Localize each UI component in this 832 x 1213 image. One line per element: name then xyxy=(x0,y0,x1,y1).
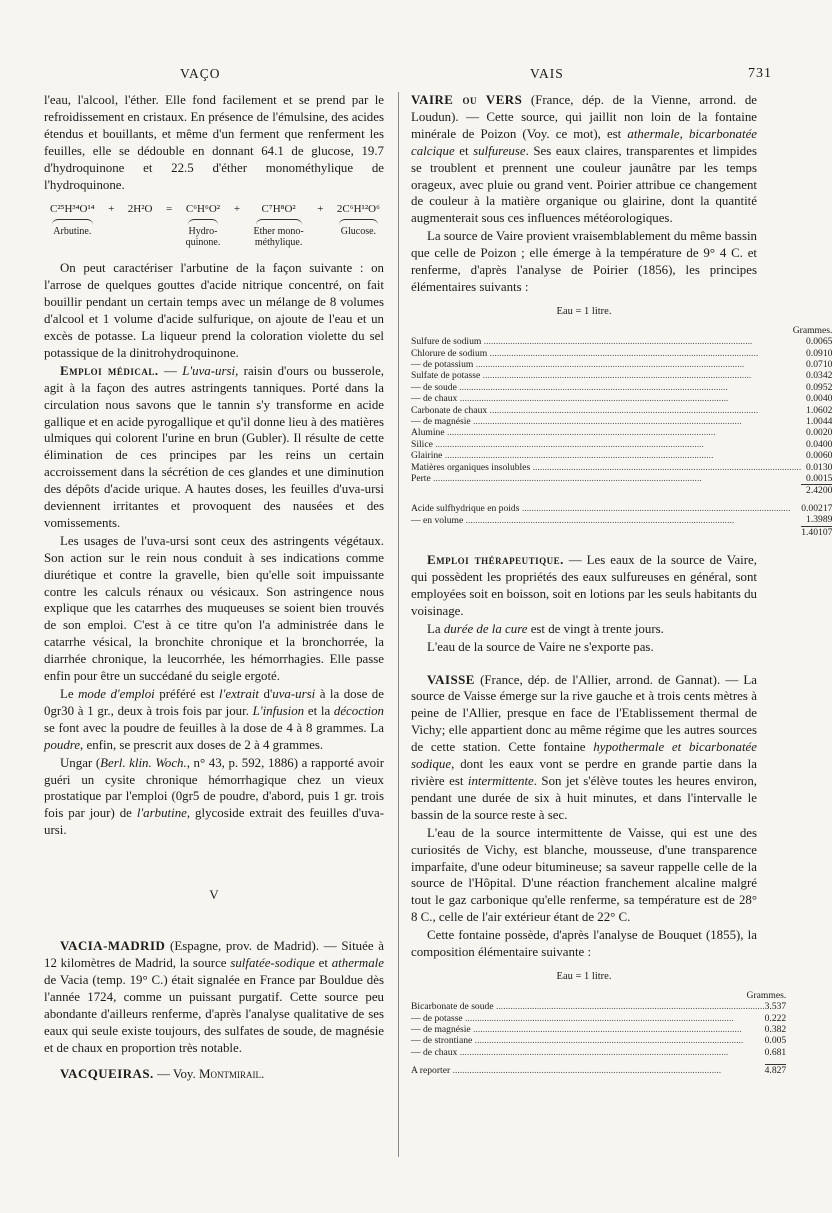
arbutine-test-paragraph: On peut caractériser l'arbutine de la façon suivante : on l'arrose de quelques gouttes d'acide nitrique concentré, on fait bouillir pendant un certain temps avec un mélange de 8 volumes d'alcool et 1 volume d'acide sulfurique, on ajoute de l'eau et un excès de potasse. La liqueur prend la coloration violette du sel potassique de la dinitrohydroquinone. xyxy=(44,261,384,360)
section-heading: Emploi médical. xyxy=(60,363,159,378)
constituent-name: — de soude ..... xyxy=(411,382,801,393)
constituent-name: — de potasse ..... xyxy=(411,1013,765,1024)
table-row xyxy=(411,359,832,370)
text-run: , glycoside extrait des feuilles d'uva-ursi. xyxy=(44,806,384,838)
constituent-value: 1.3989 xyxy=(806,514,832,526)
constituent-value: 0.0130 xyxy=(806,461,832,473)
constituent-name: — de chaux ..... xyxy=(411,393,801,404)
vaire-source-paragraph: La source de Vaire provient vraisemblablement du même bassin que celle de Poizon ; elle émerge à la température de 9° 4 C. et renferme, d'après l'analyse de Poirier (1856), les principes élémentaires suivants : xyxy=(411,229,757,294)
italic-text: Berl. klin. Woch. xyxy=(100,755,187,770)
constituent-name: A reporter ..... xyxy=(411,1065,765,1077)
table-row xyxy=(411,462,832,473)
table-row xyxy=(411,1013,786,1024)
table-row xyxy=(411,393,832,404)
constituent-name: Silice ..... xyxy=(411,439,801,450)
text-run: (Espagne, prov. de Madrid). — Située à 12 kilomètres de Madrid, la source xyxy=(44,939,384,970)
section-heading: Emploi thérapeutique. xyxy=(427,553,564,568)
constituent-name: Bicarbonate de soude ..... xyxy=(411,1001,765,1012)
table-row xyxy=(411,405,832,416)
vaisse-description-paragraph: L'eau de la source intermittente de Vaisse, qui est une des curiosités de Vichy, est blanche, mousseuse, d'une transparence imparfaite, d'une odeur bitumineuse; sa saveur rappelle celle de la source de l'Hôpital. D'une réaction franchement alcaline malgré tout le gaz carbonique qu'elle renferme, sa température est de 28° 8 C., celle de l'air extérieur étant de 22° C. xyxy=(411,825,757,925)
constituent-name: — de magnésie ..... xyxy=(411,1024,765,1035)
italic-text: uva-ursi xyxy=(272,687,316,701)
section-letter: V xyxy=(209,887,219,903)
italic-text: durée de la cure xyxy=(443,621,528,636)
text-run: Le xyxy=(60,687,79,701)
equation-operator xyxy=(234,201,240,218)
equation-term xyxy=(254,201,304,248)
text-run: de Vacia (temp. 19° C.) était signalée en France par Bouldue dès l'année 1724, comme un puissant purgatif. Cette source peu abondante d'ailleurs renferme, d'après l'analyse qualitative de ses eaux qui seule existe toujours, des sulfates de soude, de magnésie et de chaux en proportion très notable. xyxy=(44,972,384,1055)
constituent-value: 0.0342 xyxy=(806,370,832,382)
italic-text: décoction xyxy=(333,703,384,718)
entry-heading: VAISSE xyxy=(427,672,475,687)
constituent-name xyxy=(411,526,801,538)
emploi-therapeutique-paragraph: Emploi thérapeutique. — Les eaux de la source de Vaire, qui possèdent les propriétés des eaux sulfureuses en général, sont employées soit en boisson, soit en lotions par les seuls habitants du voisinage. xyxy=(411,553,757,618)
constituent-name: Perte ..... xyxy=(411,473,801,485)
equation-term xyxy=(186,201,221,248)
table-header-row xyxy=(411,325,832,336)
equation-operator xyxy=(166,201,172,218)
constituent-value: 0.0910 xyxy=(806,347,832,359)
text-run: (France, dép. de l'Allier, arrond. de Gannat). — La source de Vaisse émerge sur la rive gauche et à trois cents mètres à peine de l'Allier, presque en face de l'Etablissement thermal de Vichy; elle appartient donc au même régime que les autres sources de cette station. Cette fontaine xyxy=(411,672,757,755)
italic-text: mode d'emploi xyxy=(78,687,155,701)
text-run: se font avec la poudre de feuilles à la dose de 4 à 8 grammes. La xyxy=(44,720,384,735)
constituent-value: 0.005 xyxy=(764,1035,787,1047)
table-caption: Eau = 1 litre. xyxy=(556,970,612,982)
text-run: . Son jet s'élève toutes les heures environ, pendant une durée de six à huit minutes, et dans l'intervalle le bassin de la source reste à sec. xyxy=(411,773,757,822)
table-row xyxy=(411,1001,786,1012)
brace-mark xyxy=(188,219,219,225)
italic-text: intermittente xyxy=(467,773,534,788)
constituent-value: 1.0044 xyxy=(806,416,832,428)
constituent-name: Carbonate de chaux ..... xyxy=(411,405,801,416)
table-row xyxy=(411,514,832,526)
formula-term: C²⁵H³⁴O¹⁴ xyxy=(50,203,95,216)
usages-paragraph: Les usages de l'uva-ursi sont ceux des astringents végétaux. Son action sur le rein nous conduit à ses indications comme diurétique et contre la gravelle, bien qu'elle soit impuissante contre les calculs rénaux ou vésicaux. Son astringence nous explique que les catarrhes des muqueuses se soient bien trouvés de son emploi. C'est à ce titre qu'on l'a administrée dans le catarrhe vésical, la bronchite chronique et la bronchorrée, la diarrhée chronique, la leucorrhée, les hémorrhagies. Elle passe enfin pour être un succédané du seigle ergoté. xyxy=(44,533,384,684)
compound-label: Hydro- quinone. xyxy=(185,226,221,249)
formula-term: 2H²O xyxy=(127,203,153,216)
text-run: d' xyxy=(259,687,273,701)
mode-emploi-paragraph xyxy=(44,686,384,754)
emploi-medical-paragraph: Emploi médical. — L'uva-ursi, raisin d'ours ou busserole, agit à la façon des autres astringents tanniques. Porté dans la circulation nous savons que le tannin s'y transforme en acide gallique et en acide pyrogallique et qu'il donne lieu à des matières ulmiques qui colorent l'urine en brun (Gubler). Il résulte de cette élimination de ces principes par les reins un certain accroissement dans la sécrétion de ces glandes et une diminution des dépôts d'acide urique. A hautes doses, les feuilles d'uva-ursi deviennent irritantes et provoquent des nausées et des vomissements. xyxy=(44,363,385,530)
formula-term: + xyxy=(233,203,241,216)
constituent-name: Matières organiques insolubles ..... xyxy=(411,462,801,473)
vacia-madrid-entry xyxy=(44,938,384,1056)
constituent-name: — de potassium ..... xyxy=(411,359,801,370)
italic-text: sulfatée-sodique xyxy=(230,955,315,970)
text-run: , n° 43, p. 592, 1886) a rapporté avoir guéri un cysite chronique hémorrhagique chez un vieux prostatique par l'emploi (0gr5 de poudre, d'abord, puis 1 gr. trois fois par jour) de xyxy=(44,755,385,821)
constituent-value: 0.0710 xyxy=(806,359,832,370)
constituent-value: 0.0952 xyxy=(806,381,832,393)
constituent-name: Glairine ..... xyxy=(411,450,801,461)
chemical-equation xyxy=(50,201,380,248)
italic-text: L'infusion xyxy=(252,703,305,718)
unit-header: Grammes. xyxy=(792,324,832,336)
formula-term: + xyxy=(317,203,324,216)
constituent-name: — de chaux ..... xyxy=(411,1047,765,1058)
text-run: La xyxy=(427,621,444,636)
vaisse-analysis-intro: Cette fontaine possède, d'après l'analyse de Bouquet (1855), la composition élémentaire suivante : xyxy=(411,928,757,960)
entry-heading: VACIA-MADRID xyxy=(60,939,166,954)
formula-term: + xyxy=(108,203,115,216)
table-row xyxy=(411,1035,786,1046)
constituent-value: 0.0065 xyxy=(806,336,832,348)
constituent-value: 0.0400 xyxy=(806,438,832,450)
constituent-name xyxy=(411,485,801,497)
constituent-name: — de strontiane ..... xyxy=(411,1035,765,1046)
column-divider xyxy=(398,92,399,1157)
running-head-left: VAÇO xyxy=(180,66,221,81)
text-run: Ungar ( xyxy=(60,755,101,770)
text-run: à la dose de 0gr30 à 1 gr., deux à trois fois par jour. xyxy=(44,687,384,718)
constituent-value: 0.0015 xyxy=(806,473,832,485)
compound-label: Arbutine. xyxy=(53,226,92,238)
constituent-value: 2.4200 xyxy=(801,485,832,497)
vaisse-analysis-table xyxy=(411,990,786,1077)
equation-operator xyxy=(128,201,153,218)
text-run: . Ses eaux claires, transparentes et limpides se troublent et prennent une couleur jaunâtre par les temps orageux, avec pluie ou grand vent. Poirier attribue ce changement de couleur à la matière organique ou glairine, dont la quantité augmenterait sous ces influences météorologiques. xyxy=(411,143,757,226)
page-number: 731 xyxy=(748,66,772,81)
running-head-center: VAIS xyxy=(530,66,564,81)
brace-mark xyxy=(52,219,93,225)
duree-cure-paragraph xyxy=(411,621,757,638)
constituent-value: 0.0060 xyxy=(806,450,832,462)
formula-term: C⁷H⁸O² xyxy=(261,203,296,216)
constituent-value: 1.0602 xyxy=(806,404,832,416)
compound-label: Glucose. xyxy=(340,226,377,238)
table-row xyxy=(411,450,832,461)
constituent-value: 3.537 xyxy=(764,1001,787,1013)
italic-text: hypothermale et bicarbonatée sodique xyxy=(411,740,757,772)
brace-mark xyxy=(256,219,302,225)
constituent-value: 4.827 xyxy=(764,1065,787,1077)
constituent-value: 0.681 xyxy=(764,1046,787,1058)
table-row xyxy=(411,427,832,438)
arbutine-intro-paragraph: l'eau, l'alcool, l'éther. Elle fond facilement et se prend par le refroidissement en cristaux. En présence de l'émulsine, des acides étendus et bouillants, et même d'un ferment que renferment les feuilles, elle se dédouble en donnant 64.1 de glucose, 19.7 d'hydroquinone et 22.5 d'éther monométhylique de l'hydroquinone. xyxy=(44,93,384,192)
formula-term: C⁶H⁶O² xyxy=(185,203,221,216)
vacqueiras-entry: VACQUEIRAS. — Voy. Montmirail. xyxy=(60,1067,265,1082)
italic-text: athermale xyxy=(331,955,384,970)
table-row xyxy=(411,473,832,485)
table-row xyxy=(411,336,832,347)
constituent-name: — de magnésie ..... xyxy=(411,416,801,427)
constituent-value: 0.00217 xyxy=(801,502,832,514)
export-paragraph: L'eau de la source de Vaire ne s'exporte pas. xyxy=(427,639,654,654)
vaire-analysis-table xyxy=(411,325,832,538)
entry-heading: VAIRE ou VERS xyxy=(411,93,523,107)
total-row xyxy=(411,526,832,538)
ungar-paragraph xyxy=(44,755,384,840)
italic-text: l'arbutine xyxy=(136,806,187,821)
text-run: et la xyxy=(304,703,334,718)
constituent-name: Sulfure de sodium ..... xyxy=(411,336,801,347)
compound-label: Ether mono- méthylique. xyxy=(253,226,304,249)
vaire-entry xyxy=(411,92,757,227)
left-column xyxy=(44,92,384,1084)
brace-mark xyxy=(339,219,378,225)
right-column xyxy=(411,92,832,1077)
constituent-value: 1.40107 xyxy=(801,526,832,538)
text-run: et xyxy=(314,955,332,970)
formula-term: = xyxy=(165,203,173,216)
constituent-name: Acide sulfhydrique en poids ..... xyxy=(411,503,801,514)
text-run: préféré est xyxy=(154,687,220,701)
text-run: et xyxy=(454,143,474,158)
constituent-value: 0.382 xyxy=(764,1024,787,1036)
constituent-name: Chlorure de sodium ..... xyxy=(411,348,801,359)
table-row xyxy=(411,1047,786,1058)
table-row xyxy=(411,348,832,359)
table-row xyxy=(411,439,832,450)
equation-term xyxy=(50,201,95,237)
table-row xyxy=(411,382,832,393)
text-run: , enfin, se prescrit aux doses de 2 à 4 grammes. xyxy=(80,737,324,752)
equation-operator xyxy=(317,201,323,218)
cross-reference: Montmirail. xyxy=(198,1067,265,1082)
text-run: est de vingt à trente jours. xyxy=(527,621,664,636)
total-row xyxy=(411,485,832,497)
italic-text: l'extrait xyxy=(219,687,260,701)
text-run: , dont les eaux vont se perdre en grande partie dans la rivière est xyxy=(411,757,757,788)
carry-forward-row xyxy=(411,1065,786,1077)
vaisse-entry xyxy=(411,672,757,824)
table-row xyxy=(411,416,832,427)
constituent-name: — en volume ..... xyxy=(411,514,801,526)
formula-term: 2C⁶H¹²O⁶ xyxy=(336,203,380,216)
equation-term xyxy=(337,201,380,237)
table-row xyxy=(411,503,832,514)
table-header-row xyxy=(411,990,786,1001)
constituent-value: 0.0020 xyxy=(806,427,832,439)
table-row xyxy=(411,1024,786,1035)
unit-header: Grammes. xyxy=(746,989,787,1001)
italic-text: poudre xyxy=(44,737,81,752)
constituent-value: 0.0040 xyxy=(806,393,832,405)
table-row xyxy=(411,370,832,381)
equation-operator xyxy=(108,201,114,218)
italic-text: sulfureuse xyxy=(473,143,526,158)
table-caption: Eau = 1 litre. xyxy=(556,305,612,317)
constituent-name: Sulfate de potasse ..... xyxy=(411,370,801,381)
constituent-value: 0.222 xyxy=(764,1012,787,1024)
text-run: (France, dép. de la Vienne, arrond. de Loudun). — Cette source, qui jaillit non loin de la fontaine minérale de Poizon (Voy. ce mot), est xyxy=(411,93,757,141)
constituent-name: Alumine ..... xyxy=(411,427,801,438)
entry-heading: VACQUEIRAS. xyxy=(60,1067,154,1082)
italic-text: athermale, bicarbonatée calcique xyxy=(411,126,758,158)
